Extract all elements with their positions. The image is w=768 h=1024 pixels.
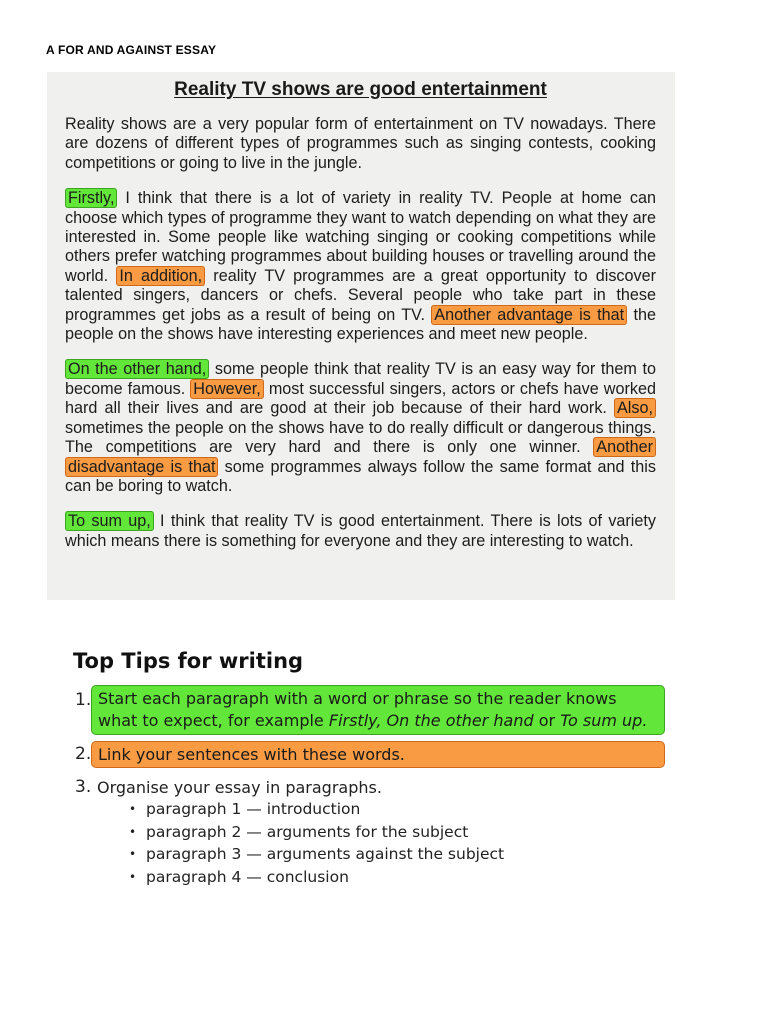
paragraph-text: I think that there is a lot of variety in reality TV. People at home can choose which types of programme they want to watch depending on what they are interested in. Some people like watching singing or cooking competitions while others prefer watching programmes about building houses or travelling around the world. (65, 189, 656, 285)
paragraph-text: most successful singers, actors or chefs have worked hard all their lives and are good at their job because of their hard work. (65, 379, 656, 418)
tip-1-or: or (533, 711, 561, 730)
linker-highlight-orange: Also, (614, 398, 656, 418)
list-item (125, 843, 504, 866)
tip-1-example-2: To sum up. (560, 711, 648, 730)
paragraph-text: some programmes always follow the same format and this can be boring to watch. (65, 457, 656, 495)
document-heading: A FOR AND AGAINST ESSAY (46, 43, 217, 57)
paragraph-text: the people on the shows have interesting experiences and meet new people. (65, 305, 656, 344)
tips-title: Top Tips for writing (73, 649, 304, 673)
bullet-icon: • (129, 869, 137, 884)
list-item-text: paragraph 2 — arguments for the subject (146, 822, 469, 841)
linker-highlight-green: On the other hand, (65, 359, 209, 379)
linker-highlight-orange: Another disadvantage is that (65, 437, 656, 476)
linker-highlight-green: Firstly, (65, 188, 117, 208)
bullet-icon: • (129, 802, 137, 816)
list-item (125, 866, 504, 889)
tip-1-example-1: Firstly, On the other hand (328, 711, 534, 730)
list-item-text: paragraph 4 — conclusion (146, 867, 349, 886)
tip-2-text: Link your sentences with these words. (98, 745, 405, 764)
linker-highlight-orange: However, (190, 379, 263, 399)
tip-1-text: Start each paragraph with a word or phrase so the reader knows what to expect, for example (98, 689, 617, 730)
tip-number: 3. (75, 777, 92, 797)
list-item (125, 821, 504, 844)
list-item-text: paragraph 1 — introduction (146, 800, 361, 818)
paragraph-text: Reality shows are a very popular form of entertainment on TV nowadays. There are dozens of different types of programmes such as singing contests, cooking competitions or going to live in the jungle. (65, 115, 656, 172)
essay-panel (47, 72, 675, 600)
list-item (125, 798, 504, 821)
paragraph-text: some people think that reality TV is an easy way for them to become famous. (65, 360, 656, 398)
tip-3-text: Organise your essay in paragraphs. (97, 778, 382, 797)
linker-highlight-orange: In addition, (116, 266, 205, 286)
paragraph-text: I think that reality TV is good entertainment. There is lots of variety which means there is something for everyone and they are interesting to watch. (65, 512, 656, 550)
tip-1-box (91, 685, 665, 735)
paragraph-text: sometimes the people on the shows have to do really difficult or dangerous things. The competitions are very hard and there is only one winner. (65, 418, 656, 457)
tip-number: 1. (75, 690, 92, 710)
linker-highlight-green: To sum up, (65, 511, 154, 531)
essay-title: Reality TV shows are good entertainment (174, 79, 547, 100)
essay-paragraph-conclusion (65, 512, 656, 551)
list-item-text: paragraph 3 — arguments against the subject (146, 845, 505, 864)
essay-paragraph-introduction (65, 115, 656, 173)
bullet-icon: • (129, 824, 137, 839)
tip-2-box (91, 741, 665, 768)
bullet-icon: • (129, 847, 137, 862)
essay-paragraph-arguments-for (65, 189, 656, 344)
paragraph-text: reality TV programmes are a great opportunity to discover talented singers, dancers or chefs. Several people who take part in these programmes get jobs as a result of being on TV. (65, 266, 656, 324)
paragraph-list (125, 798, 504, 888)
tip-number: 2. (75, 744, 92, 764)
essay-paragraph-arguments-against (65, 360, 656, 496)
linker-highlight-orange: Another advantage is that (431, 305, 627, 325)
